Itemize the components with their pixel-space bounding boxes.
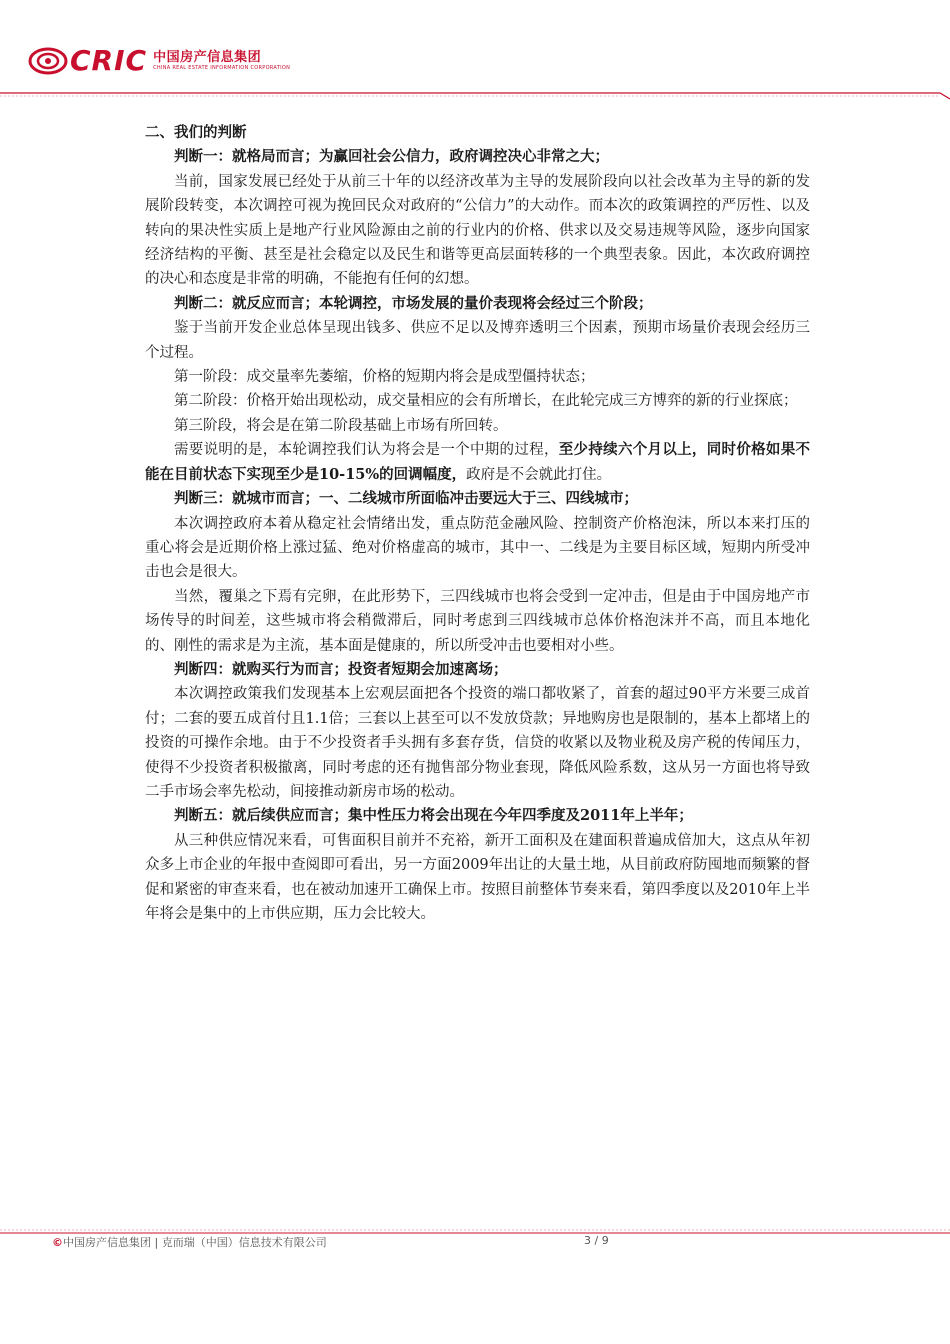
page-number: 3 / 9	[584, 1234, 609, 1247]
logo-name-en: CHINA REAL ESTATE INFORMATION CORPORATION	[153, 65, 291, 71]
judgment-2-paragraph: 鉴于当前开发企业总体呈现出钱多、供应不足以及博弈透明三个因素，预期市场量价表现会经历三个过程。	[145, 320, 810, 361]
judgment-3-title: 判断三：就城市而言；一、二线城市所面临冲击要远大于三、四线城市；	[174, 490, 638, 508]
judgment-1-paragraph: 当前，国家发展已经处于从前三十年的以经济改革为主导的发展阶段向以社会改革为主导的新的发展阶段转变，本次调控可视为挽回民众对政府的“公信力”的大动作。而本次的政策调控的严厉性、以及转向的果决性实质上是地产行业风险源由之前的行业内的价格、供求以及交易违规等风险，逐步向国家经济结构的平衡、甚至是社会稳定以及民生和谐等更高层面转移的一个典型表象。因此，本次政府调控的决心和态度是非常的明确，不能抱有任何的幻想。	[145, 173, 810, 288]
logo-company-name	[153, 50, 290, 72]
logo-wordmark: CRIC	[70, 44, 148, 77]
judgment-4-title: 判断四：就购买行为而言；投资者短期会加速离场；	[174, 660, 508, 678]
section-title: 二、我们的判断	[145, 124, 247, 141]
page-footer	[52, 1234, 902, 1250]
page-header	[0, 0, 950, 100]
judgment-3-paragraph-1: 本次调控政府本着从稳定社会情绪出发，重点防范金融风险、控制资产价格泡沫，所以本来打压的重心将会是近期价格上涨过猛、绝对价格虚高的城市，其中一、二线是为主要目标区域，短期内所受冲击也会是很大。	[145, 515, 810, 581]
stage-2: 第二阶段：价格开始出现松动，成交量相应的会有所增长，在此轮完成三方博弈的新的行业探底；	[174, 393, 798, 410]
judgment-2-title: 判断二：就反应而言；本轮调控，市场发展的量价表现将会经过三个阶段；	[174, 294, 653, 312]
note-text-bold: 至少持续六个月以上，同时价格如果不能在目前状态下实现至少是10-15%的回调幅度，	[145, 441, 811, 483]
footer-company: 中国房产信息集团 | 克而瑞（中国）信息技术有限公司	[63, 1236, 327, 1249]
judgment-2-note	[145, 438, 810, 487]
judgment-3-paragraph-2: 当然，覆巢之下焉有完卵，在此形势下，三四线城市也将会受到一定冲击，但是由于中国房地产市场传导的时间差，这些城市将会稍微滞后，同时考虑到三四线城市总体价格泡沫并不高，而且本地化的、刚性的需求是为主流，基本面是健康的，所以所受冲击也要相对小些。	[145, 588, 810, 654]
copyright-icon: ©	[52, 1236, 63, 1249]
note-text-c: 政府是不会就此打住。	[466, 466, 612, 483]
header-rule	[0, 92, 950, 100]
document-body	[145, 121, 810, 926]
judgment-5-title: 判断五：就后续供应而言；集中性压力将会出现在今年四季度及2011年上半年；	[174, 807, 693, 825]
judgment-5-paragraph: 从三种供应情况来看，可售面积目前并不充裕，新开工面积及在建面积普遍成倍加大，这点从年初众多上市企业的年报中查阅即可看出，另一方面2009年出让的大量土地，从目前政府防囤地而频繁的督促和紧密的审查来看，也在被动加速开工确保上市。按照目前整体节奏来看，第四季度以及2010年上半年将会是集中的上市供应期，压力会比较大。	[145, 832, 810, 922]
judgment-1-title: 判断一：就格局而言；为赢回社会公信力，政府调控决心非常之大；	[174, 148, 609, 166]
note-text-a: 需要说明的是，本轮调控我们认为将会是一个中期的过程，	[174, 442, 559, 459]
judgment-4-paragraph: 本次调控政策我们发现基本上宏观层面把各个投资的端口都收紧了，首套的超过90平方米要三成首付；二套的要五成首付且1.1倍；三套以上甚至可以不发放贷款；异地购房也是限制的，基本上都堵上的投资的可操作余地。由于不少投资者手头拥有多套存货，信贷的收紧以及物业税及房产税的传闻压力，使得不少投资者积极撤离，同时考虑的还有抛售部分物业套现，降低风险系数，这从另一方面也将导致二手市场会率先松动，间接推动新房市场的松动。	[145, 686, 810, 800]
cric-swirl-icon	[28, 46, 68, 76]
logo-name-cn: 中国房产信息集团	[153, 50, 262, 65]
stage-3: 第三阶段，将会是在第二阶段基础上市场有所回转。	[174, 417, 508, 434]
cric-logo	[28, 44, 290, 78]
stage-1: 第一阶段：成交量率先萎缩，价格的短期内将会是成型僵持状态；	[174, 369, 595, 386]
